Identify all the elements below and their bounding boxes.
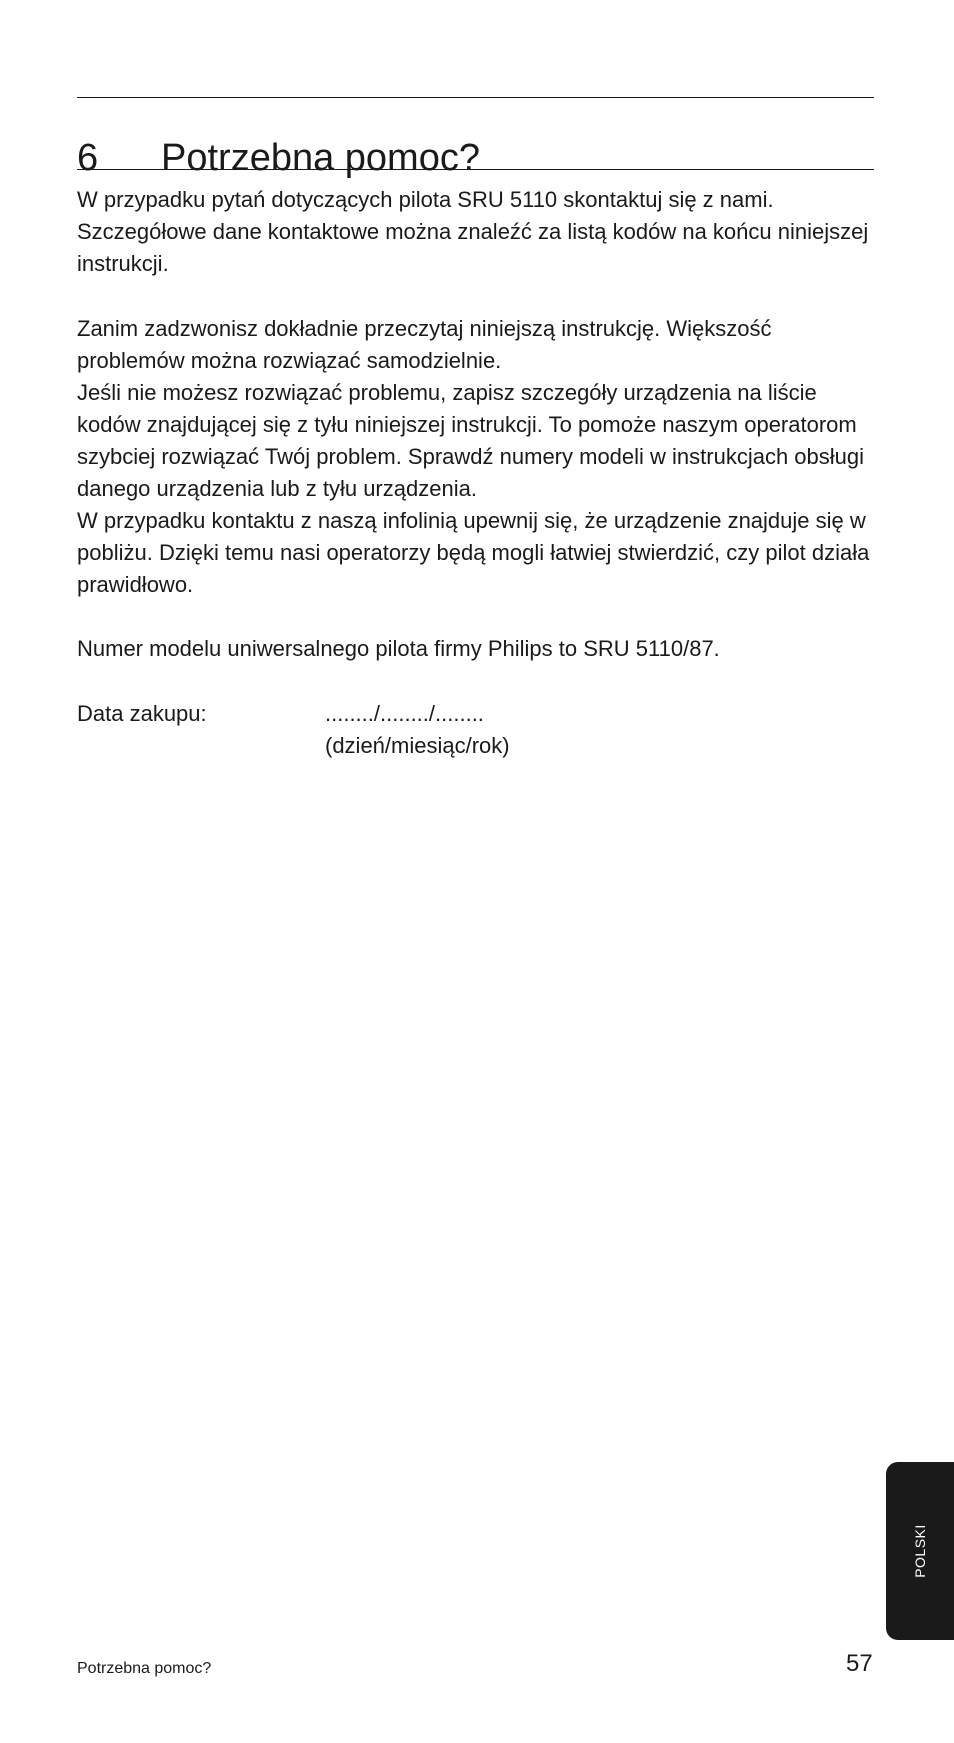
help-paragraph (77, 313, 877, 601)
purchase-date-field: ......../......../........ (325, 701, 484, 726)
language-tab-label: POLSKI (912, 1524, 928, 1578)
top-rule (77, 97, 874, 98)
purchase-date-value (325, 698, 510, 762)
contact-text: W przypadku pytań dotyczących pilota SRU 5110 skontaktuj się z nami. Szczegółowe dane kontaktowe można znaleźć za listą kodów na końcu niniejszej instrukcji. (77, 187, 869, 276)
purchase-date-label: Data zakupu: (77, 701, 207, 726)
model-number-paragraph (77, 633, 877, 665)
language-tab (886, 1462, 954, 1640)
model-number-text: Numer modelu uniwersalnego pilota firmy Philips to SRU 5110/87. (77, 636, 720, 661)
section-heading (77, 130, 480, 186)
heading-underline-rule (77, 169, 874, 170)
keep-device-nearby-text: W przypadku kontaktu z naszą infolinią upewnij się, że urządzenie znajduje się w pobliżu. Dzięki temu nasi operatorzy będą mogli łatwiej stwierdzić, czy pilot działa prawidłowo. (77, 508, 870, 597)
footer-section-name: Potrzebna pomoc? (77, 1660, 212, 1677)
section-number: 6 (77, 136, 99, 179)
contact-paragraph (77, 184, 877, 280)
record-details-text: Jeśli nie możesz rozwiązać problemu, zapisz szczegóły urządzenia na liście kodów znajdującej się z tyłu niniejszej instrukcji. To pomoże naszym operatorom szybciej rozwiązać Twój problem. Sprawdź numery modeli w instrukcjach obsługi danego urządzenia lub z tyłu urządzenia. (77, 380, 865, 501)
section-title: Potrzebna pomoc? (161, 136, 480, 179)
read-manual-text: Zanim zadzwonisz dokładnie przeczytaj niniejszą instrukcję. Większość problemów można rozwiązać samodzielnie. (77, 316, 772, 373)
page-number: 57 (846, 1650, 873, 1677)
purchase-date-format: (dzień/miesiąc/rok) (325, 733, 510, 758)
